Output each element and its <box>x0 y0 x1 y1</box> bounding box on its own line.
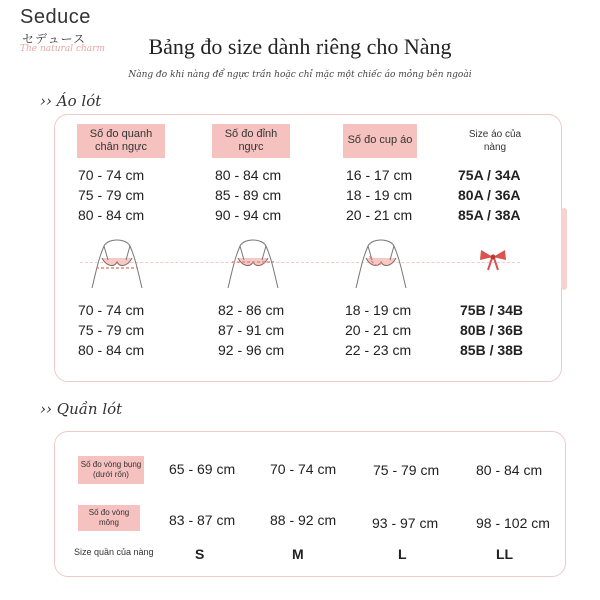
hip-3: 93 - 97 cm <box>372 515 439 531</box>
bra-section-heading: ›› Áo lót <box>40 92 102 110</box>
bow-icon <box>478 248 508 272</box>
bust-b-2: 87 - 91 cm <box>218 322 285 338</box>
waist-3: 75 - 79 cm <box>373 462 440 478</box>
bra-bust-illustration <box>222 232 284 290</box>
panty-section-heading: ›› Quần lót <box>40 400 123 418</box>
size-a-3: 85A / 38A <box>458 207 521 223</box>
cup-b-2: 20 - 21 cm <box>345 322 412 338</box>
bra-cup-illustration <box>350 232 412 290</box>
size-a-2: 80A / 36A <box>458 187 521 203</box>
page-subtitle: Nàng đo khi nàng để ngực trần hoặc chỉ mặc một chiếc áo mỏng bên ngoài <box>128 70 472 80</box>
panel-scroll-accent <box>561 208 567 290</box>
brand-tagline: The natural charm <box>20 44 106 54</box>
panty-size-s: S <box>195 546 205 562</box>
waist-1: 65 - 69 cm <box>169 461 236 477</box>
underbust-a-1: 70 - 74 cm <box>78 167 145 183</box>
header-waist: Số đo vòng bụng (dưới rốn) <box>78 456 144 484</box>
waist-4: 80 - 84 cm <box>476 462 543 478</box>
waist-2: 70 - 74 cm <box>270 461 337 477</box>
size-b-2: 80B / 36B <box>460 322 524 338</box>
panty-size-l: L <box>398 546 407 562</box>
cup-b-1: 18 - 19 cm <box>345 302 412 318</box>
page-title: Bảng đo size dành riêng cho Nàng <box>148 34 452 59</box>
underbust-a-2: 75 - 79 cm <box>78 187 145 203</box>
hip-1: 83 - 87 cm <box>169 512 236 528</box>
header-cup: Số đo cup áo <box>343 124 417 158</box>
underbust-a-3: 80 - 84 cm <box>78 207 145 223</box>
header-underbust: Số đo quanh chân ngực <box>77 124 165 158</box>
cup-a-2: 18 - 19 cm <box>346 187 413 203</box>
cup-a-3: 20 - 21 cm <box>346 207 413 223</box>
underbust-b-2: 75 - 79 cm <box>78 322 145 338</box>
bust-a-1: 80 - 84 cm <box>215 167 282 183</box>
bust-b-1: 82 - 86 cm <box>218 302 285 318</box>
cup-a-1: 16 - 17 cm <box>346 167 413 183</box>
brand-japanese: セデュース <box>22 32 87 46</box>
header-bust: Số đo đỉnh ngực <box>212 124 290 158</box>
bust-a-3: 90 - 94 cm <box>215 207 282 223</box>
size-a-1: 75A / 34A <box>458 167 521 183</box>
header-bra-size: Size áo của nàng <box>468 129 522 153</box>
header-hip: Số đo vòng mông <box>78 505 140 531</box>
brand-logo: Seduce <box>20 6 91 28</box>
underbust-b-1: 70 - 74 cm <box>78 302 145 318</box>
underbust-b-3: 80 - 84 cm <box>78 342 145 358</box>
panty-size-ll: LL <box>496 546 514 562</box>
bust-b-3: 92 - 96 cm <box>218 342 285 358</box>
hip-4: 98 - 102 cm <box>476 515 550 531</box>
panty-size-m: M <box>292 546 304 562</box>
bust-a-2: 85 - 89 cm <box>215 187 282 203</box>
cup-b-3: 22 - 23 cm <box>345 342 412 358</box>
size-b-3: 85B / 38B <box>460 342 524 358</box>
hip-2: 88 - 92 cm <box>270 512 337 528</box>
size-b-1: 75B / 34B <box>460 302 524 318</box>
bra-underbust-illustration <box>86 232 148 290</box>
header-panty-size: Size quần của nàng <box>74 547 154 557</box>
